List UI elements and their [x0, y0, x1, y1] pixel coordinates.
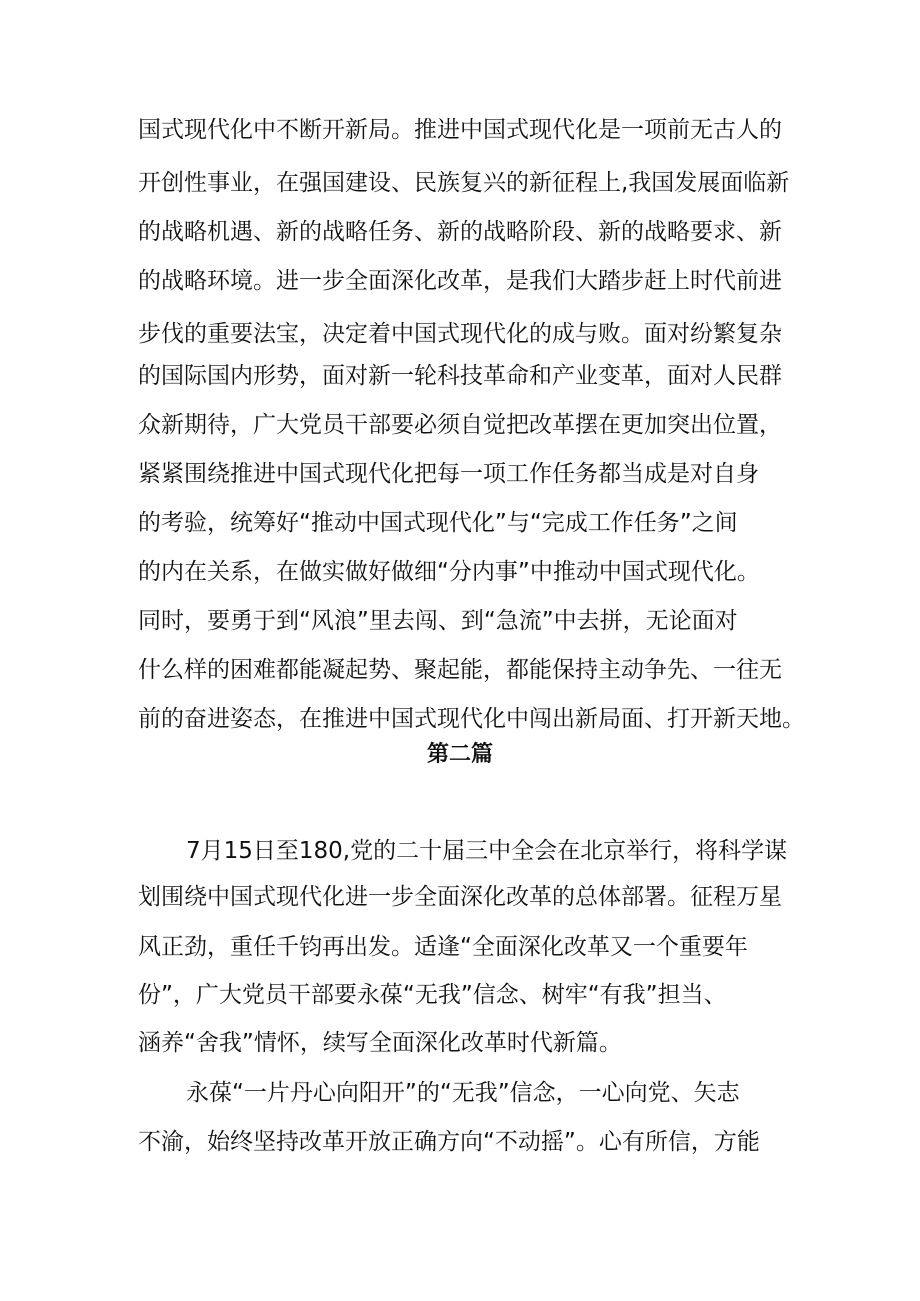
paragraph-line: 份”，广大党员干部要永葆“无我”信念、树牢“有我”担当、: [138, 982, 727, 1008]
paragraph-line: 步伐的重要法宝，决定着中国式现代化的成与败。面对纷繁复杂: [138, 321, 782, 347]
paragraph-line: 的战略机遇、新的战略任务、新的战略阶段、新的战略要求、新: [138, 219, 782, 245]
paragraph-line: 涵养“舍我”情怀，续写全面深化改革时代新篇。: [138, 1030, 622, 1056]
paragraph-line: 不渝，始终坚持改革开放正确方向“不动摇”。心有所信，方能: [138, 1129, 760, 1155]
paragraph-line: 什么样的困难都能凝起势、聚起能，都能保持主动争先、一往无: [138, 657, 782, 683]
paragraph-line: 划围绕中国式现代化进一步全面深化改革的总体部署。征程万星: [138, 884, 782, 910]
section-heading: 第二篇: [426, 742, 493, 767]
paragraph-line: 的内在关系，在做实做好做细“分内事”中推动中国式现代化。: [138, 559, 760, 585]
paragraph-line: 的考验，统筹好“推动中国式现代化”与“完成工作任务”之间: [138, 510, 738, 536]
paragraph-line: 同时，要勇于到“风浪”里去闯、到“急流”中去拼，无论面对: [138, 608, 738, 634]
paragraph-line: 开创性事业，在强国建设、民族复兴的新征程上,我国发展面临新: [138, 170, 790, 196]
paragraph-line: 众新期待，广大党员干部要必须自觉把改革摆在更加突出位置，: [138, 412, 782, 438]
paragraph-line: 紧紧围绕推进中国式现代化把每一项工作任务都当成是对自身: [138, 461, 759, 487]
paragraph-line: 风正劲，重任千钧再出发。适逢“全面深化改革又一个重要年: [138, 934, 748, 960]
paragraph-line: 的战略环境。进一步全面深化改革，是我们大踏步赶上时代前进: [138, 268, 782, 294]
paragraph-line: 国式现代化中不断开新局。推进中国式现代化是一项前无古人的: [138, 117, 782, 143]
paragraph-line-indented: 永葆“一片丹心向阳开”的“无我”信念，一心向党、矢志: [186, 1080, 740, 1106]
paragraph-line-indented: 7月15日至180,党的二十届三中全会在北京举行，将科学谋: [186, 838, 788, 864]
paragraph-line: 的国际国内形势，面对新一轮科技革命和产业变革，面对人民群: [138, 363, 782, 389]
paragraph-line: 前的奋进姿态，在推进中国式现代化中闯出新局面、打开新天地。: [138, 706, 805, 732]
